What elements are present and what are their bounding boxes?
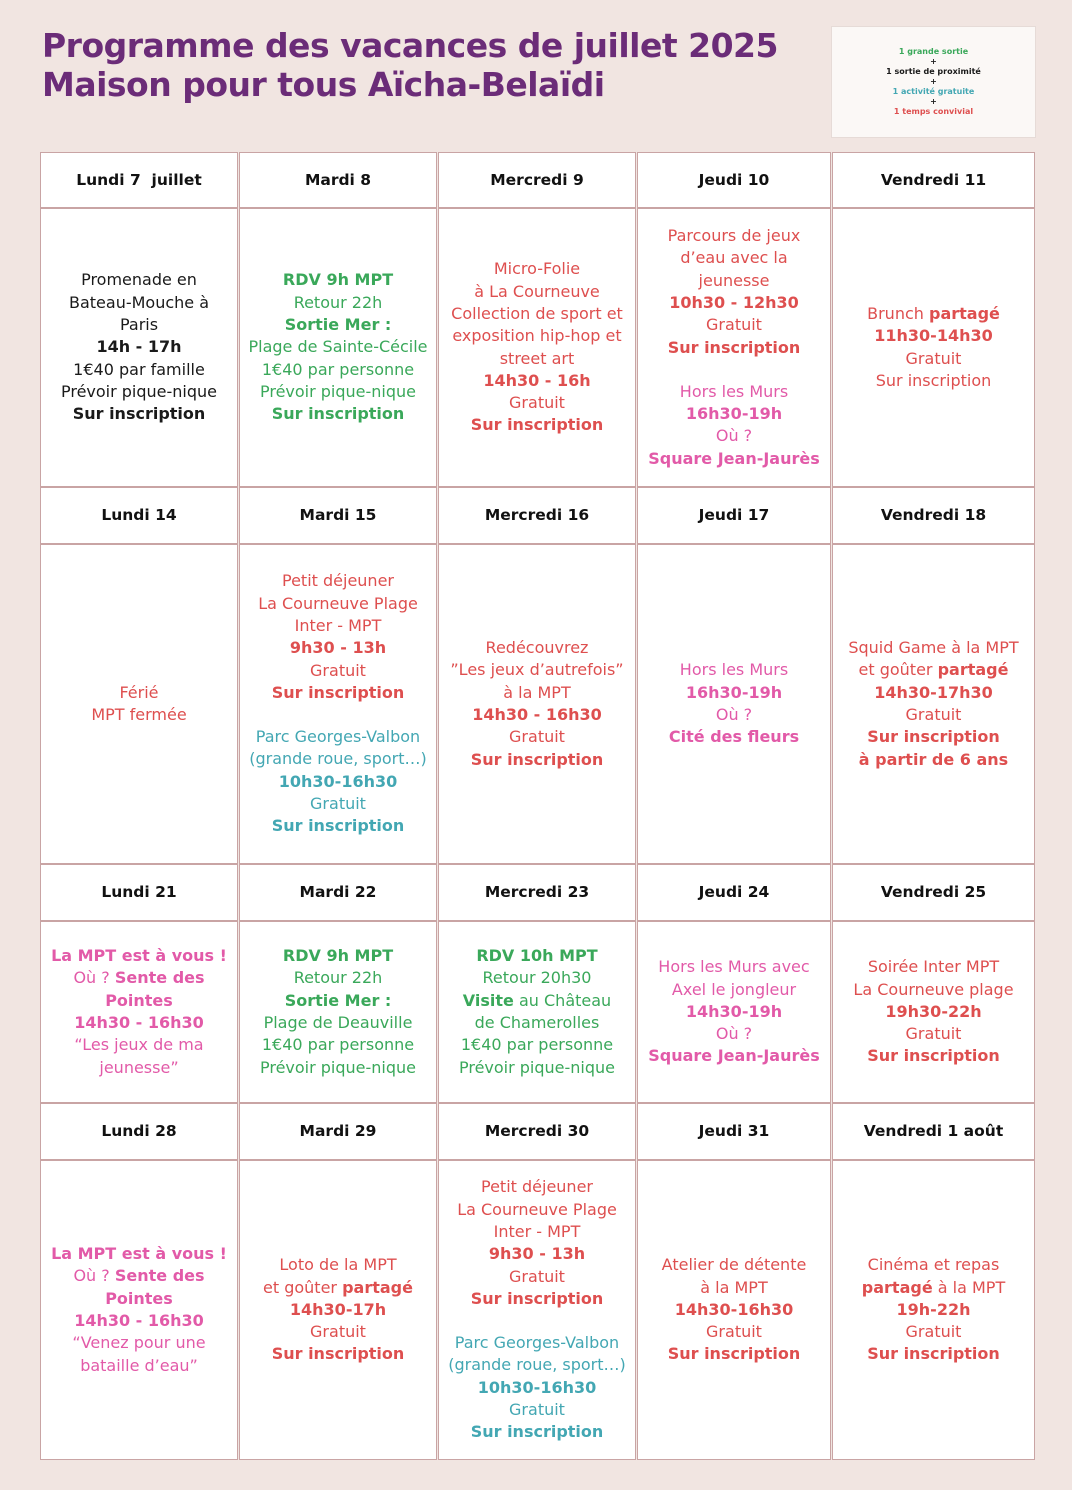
day-header-label: Vendredi 18 <box>880 506 987 525</box>
activity-cell <box>40 208 238 487</box>
activity-cell <box>637 544 831 864</box>
legend-item: 1 activité gratuite <box>892 87 975 96</box>
activity-cell <box>832 208 1035 487</box>
day-header <box>40 152 238 208</box>
activity-line: Sur inscription <box>867 1344 1000 1364</box>
activity-line-part: Sente des <box>114 1266 205 1286</box>
activity-line-part: partagé <box>928 303 1000 323</box>
day-header <box>438 152 636 208</box>
activity-line: 19h-22h <box>896 1299 971 1319</box>
activity-line: d’eau avec la <box>680 248 788 268</box>
activity-line: Squid Game à la MPT <box>848 638 1019 658</box>
activity-line: 14h30 - 16h30 <box>74 1311 204 1330</box>
day-header-label: Vendredi 11 <box>880 170 987 189</box>
activity-cell <box>40 544 238 864</box>
day-header-label: Mardi 8 <box>304 170 372 189</box>
activity-line: 14h30 - 16h <box>483 370 591 390</box>
activity-line: Petit déjeuner <box>481 1177 593 1197</box>
activity-line <box>463 990 611 1012</box>
activity-line: La Courneuve Plage <box>457 1199 617 1219</box>
activity-line: RDV 10h MPT <box>476 946 598 966</box>
activity-line-part: partagé <box>342 1277 413 1297</box>
activity-line: Gratuit <box>706 315 762 335</box>
activity-line: Gratuit <box>310 794 366 814</box>
activity-cell <box>239 544 437 864</box>
activity-line: Inter - MPT <box>294 615 382 635</box>
activity-line: La Courneuve Plage <box>258 593 418 613</box>
activity-line-part: Brunch <box>867 303 929 323</box>
activity-line: Sur inscription <box>875 370 992 390</box>
activity-line: RDV 9h MPT <box>282 270 394 290</box>
activity-line: Sur inscription <box>470 1288 604 1308</box>
day-header <box>832 864 1035 921</box>
activity-line: 14h30-16h30 <box>674 1299 794 1319</box>
activity-line: Square Jean-Jaurès <box>648 1046 820 1066</box>
activity-line: Parcours de jeux <box>667 226 801 246</box>
day-header <box>438 864 636 921</box>
activity-line <box>867 303 1000 325</box>
activity-line: 14h30 - 16h30 <box>74 1013 204 1032</box>
day-header <box>832 487 1035 544</box>
activity-line: (grande roue, sport…) <box>448 1355 626 1375</box>
activity-line: Retour 22h <box>293 968 383 988</box>
legend-plus: + <box>930 97 937 106</box>
activity-line: Sur inscription <box>72 404 206 424</box>
activity-line <box>73 1265 204 1287</box>
day-header-label: Jeudi 17 <box>698 506 770 525</box>
activity-line: Inter - MPT <box>493 1221 581 1241</box>
activity-cell <box>438 544 636 864</box>
activity-line-part: Où ? <box>73 1266 115 1286</box>
activity-line: à la MPT <box>700 1277 768 1297</box>
activity-line: street art <box>499 348 575 368</box>
activity-line-part: Sente des <box>114 968 205 988</box>
legend-plus: + <box>930 77 937 86</box>
activity-line: Sur inscription <box>470 1422 604 1442</box>
activity-line: Gratuit <box>905 705 962 724</box>
activity-line: 14h30-17h30 <box>874 682 993 702</box>
activity-line: “Les jeux de ma <box>74 1035 204 1055</box>
activity-line: Micro-Folie <box>493 259 581 279</box>
activity-line <box>73 967 204 989</box>
activity-line: jeunesse” <box>99 1057 179 1077</box>
day-header-label: Lundi 28 <box>101 1122 177 1141</box>
legend-item: 1 sortie de proximité <box>886 67 981 76</box>
activity-line: Prévoir pique-nique <box>259 381 417 401</box>
activity-line-part: Visite <box>462 990 514 1010</box>
day-header <box>637 152 831 208</box>
legend-item: 1 temps convivial <box>893 107 974 116</box>
activity-line: Hors les Murs avec <box>658 957 810 977</box>
activity-line: Pointes <box>105 1288 173 1308</box>
day-header-label: Mercredi 23 <box>484 883 590 902</box>
activity-line: Soirée Inter MPT <box>867 957 1000 977</box>
activity-line: Sur inscription <box>271 682 405 702</box>
activity-cell <box>438 921 636 1103</box>
activity-line: 10h30 - 12h30 <box>669 292 799 312</box>
activity-line: Sur inscription <box>667 337 801 357</box>
day-header <box>637 487 831 544</box>
activity-line: Sur inscription <box>867 727 1000 747</box>
activity-line: Cité des fleurs <box>668 727 800 747</box>
day-header-label: Mercredi 16 <box>484 506 590 525</box>
activity-line-part: et goûter <box>263 1277 343 1297</box>
activity-line: 1€40 par personne <box>261 359 415 379</box>
activity-line: Hors les Murs <box>679 381 789 401</box>
activity-cell <box>239 921 437 1103</box>
activity-line: 10h30-16h30 <box>278 771 398 791</box>
activity-line: Gratuit <box>706 1322 762 1342</box>
activity-line: MPT fermée <box>91 705 187 724</box>
activity-line: à La Courneuve <box>474 281 600 301</box>
activity-line: à partir de 6 ans <box>858 749 1009 769</box>
activity-line: Axel le jongleur <box>671 979 797 999</box>
activity-line: 1€40 par personne <box>460 1035 614 1055</box>
activity-line: Plage de Deauville <box>263 1013 413 1032</box>
activity-line: Parc Georges-Valbon <box>255 727 421 747</box>
activity-line: Paris <box>119 315 159 335</box>
activity-line: Gratuit <box>509 1400 565 1420</box>
activity-line: 9h30 - 13h <box>289 638 387 658</box>
activity-cell <box>637 208 831 487</box>
activity-line: Gratuit <box>905 1024 962 1044</box>
activity-line: à la MPT <box>503 682 571 702</box>
activity-line: Sur inscription <box>867 1046 1000 1066</box>
legend-box <box>831 26 1036 138</box>
activity-line: Loto de la MPT <box>279 1255 397 1275</box>
activity-line: Sur inscription <box>667 1344 801 1364</box>
activity-line: La Courneuve plage <box>853 979 1014 999</box>
day-header-label: Jeudi 31 <box>698 1122 770 1141</box>
day-header <box>637 864 831 921</box>
activity-line: Prévoir pique-nique <box>458 1057 616 1077</box>
day-header-label: Mercredi 9 <box>490 170 584 189</box>
day-header-label: Jeudi 10 <box>698 170 770 189</box>
activity-line: 19h30-22h <box>885 1001 982 1021</box>
day-header <box>637 1103 831 1160</box>
activity-line: (grande roue, sport…) <box>249 749 427 769</box>
day-header <box>40 487 238 544</box>
activity-line: ”Les jeux d’autrefois” <box>450 660 624 680</box>
day-header <box>239 1103 437 1160</box>
legend-plus: + <box>930 57 937 66</box>
day-header <box>832 152 1035 208</box>
day-header <box>40 864 238 921</box>
activity-cell <box>40 1160 238 1460</box>
activity-line: Gratuit <box>509 727 565 747</box>
activity-line: 1€40 par personne <box>261 1035 415 1055</box>
activity-line: Parc Georges-Valbon <box>454 1333 620 1353</box>
activity-line: Où ? <box>715 705 753 724</box>
day-header <box>438 487 636 544</box>
activity-line: Cinéma et repas <box>867 1255 1000 1275</box>
activity-line-part: et goûter <box>858 660 938 680</box>
activity-line: Gratuit <box>509 1266 565 1286</box>
activity-line: Sortie Mer : <box>284 315 392 335</box>
page-title-line-2: Maison pour tous Aïcha-Belaïdi <box>42 65 605 104</box>
activity-line: Sur inscription <box>271 404 405 424</box>
activity-line: Bateau-Mouche à <box>68 292 210 312</box>
activity-line: bataille d’eau” <box>80 1355 198 1375</box>
day-header-label: Vendredi 25 <box>880 883 987 902</box>
activity-line: Retour 22h <box>293 292 383 312</box>
activity-line <box>263 1277 413 1299</box>
activity-line <box>862 1277 1005 1299</box>
activity-line: Retour 20h30 <box>482 968 592 988</box>
activity-line-part: au Château <box>513 990 612 1010</box>
activity-line: de Chamerolles <box>474 1013 600 1032</box>
day-header-label: Mercredi 30 <box>484 1122 590 1141</box>
activity-line: 14h30-19h <box>685 1001 783 1021</box>
activity-line: Où ? <box>715 426 753 446</box>
activity-line: 9h30 - 13h <box>488 1244 586 1264</box>
activity-line: 14h - 17h <box>96 337 182 357</box>
activity-line: Gratuit <box>905 1322 962 1342</box>
activity-line: Atelier de détente <box>661 1255 807 1275</box>
activity-line: Gratuit <box>310 660 366 680</box>
activity-cell <box>832 544 1035 864</box>
activity-line: Petit déjeuner <box>282 571 394 591</box>
activity-line: “Venez pour une <box>72 1333 206 1353</box>
activity-line: Gratuit <box>310 1322 366 1342</box>
activity-line: 16h30-19h <box>685 404 783 424</box>
activity-line: Sur inscription <box>470 415 604 435</box>
day-header-label: Vendredi 1 août <box>863 1122 1004 1141</box>
page-title <box>42 26 778 104</box>
activity-line: jeunesse <box>698 270 770 290</box>
activity-line: Plage de Sainte-Cécile <box>248 337 428 357</box>
activity-cell <box>438 1160 636 1460</box>
activity-cell <box>239 1160 437 1460</box>
activity-line: 16h30-19h <box>685 682 783 702</box>
activity-line: 1€40 par famille <box>73 359 205 379</box>
day-header-label: Mardi 15 <box>299 506 377 525</box>
activity-line: Collection de sport et <box>451 303 623 323</box>
activity-line: La MPT est à vous ! <box>51 946 227 966</box>
activity-cell <box>832 1160 1035 1460</box>
activity-line: Sur inscription <box>271 1344 405 1364</box>
activity-cell <box>637 1160 831 1460</box>
activity-line: La MPT est à vous ! <box>51 1244 227 1264</box>
day-header-label: Mardi 22 <box>299 883 377 902</box>
day-header <box>832 1103 1035 1160</box>
day-header <box>40 1103 238 1160</box>
activity-line: Sur inscription <box>470 749 604 769</box>
activity-line: Pointes <box>105 990 173 1010</box>
page-title-line-1: Programme des vacances de juillet 2025 <box>42 26 778 65</box>
activity-line: Prévoir pique-nique <box>60 381 218 401</box>
activity-line: 14h30-17h <box>289 1299 387 1319</box>
legend-item: 1 grande sortie <box>898 47 969 56</box>
activity-line-part: partagé <box>861 1277 933 1297</box>
day-header-label: Lundi 21 <box>101 883 177 902</box>
activity-line: Sortie Mer : <box>284 990 392 1010</box>
activity-line: Redécouvrez <box>485 638 589 658</box>
day-header-label: Lundi 14 <box>101 506 177 525</box>
activity-line: Prévoir pique-nique <box>259 1057 417 1077</box>
activity-line: Férié <box>119 682 159 702</box>
activity-cell <box>832 921 1035 1103</box>
day-header <box>239 864 437 921</box>
day-header <box>239 487 437 544</box>
activity-cell <box>40 921 238 1103</box>
activity-line: exposition hip-hop et <box>452 326 622 346</box>
activity-line: 10h30-16h30 <box>477 1377 597 1397</box>
activity-line <box>859 659 1009 681</box>
activity-line: Hors les Murs <box>679 660 789 680</box>
activity-line: Gratuit <box>509 393 565 413</box>
day-header-label: Mardi 29 <box>299 1122 377 1141</box>
activity-line: RDV 9h MPT <box>282 946 394 966</box>
activity-cell <box>637 921 831 1103</box>
day-header-label: Lundi 7 juillet <box>76 170 202 189</box>
activity-line: 14h30 - 16h30 <box>472 705 602 724</box>
activity-line-part: partagé <box>937 660 1009 680</box>
activity-cell <box>438 208 636 487</box>
activity-line-part: à la MPT <box>932 1277 1006 1297</box>
activity-line: Square Jean-Jaurès <box>648 448 820 468</box>
activity-line: Promenade en <box>81 270 197 290</box>
activity-line-part: Où ? <box>73 968 115 988</box>
activity-line: 11h30-14h30 <box>874 326 993 346</box>
activity-line: Sur inscription <box>271 816 405 836</box>
activity-line: Gratuit <box>905 348 962 368</box>
day-header <box>438 1103 636 1160</box>
activity-line: Où ? <box>715 1024 753 1044</box>
day-header-label: Jeudi 24 <box>698 883 770 902</box>
day-header <box>239 152 437 208</box>
activity-cell <box>239 208 437 487</box>
